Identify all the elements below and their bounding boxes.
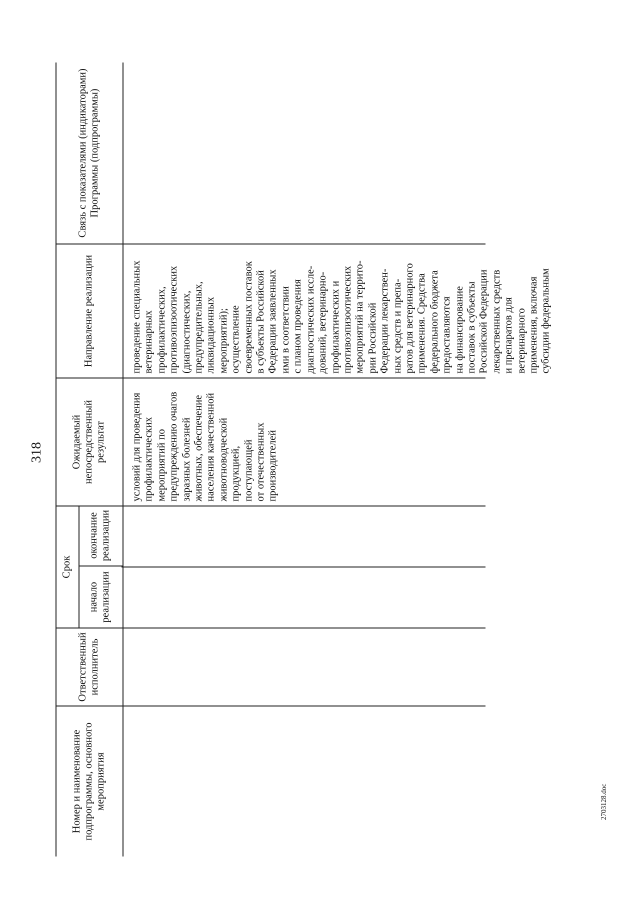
column-divider [122, 628, 486, 629]
text-line: Федерации лекарствен- [379, 268, 391, 374]
text-line: субсидии федеральным [540, 268, 552, 374]
text-line: осуществление [230, 305, 242, 374]
text-line: лекарственных средств [491, 269, 503, 374]
expected-result-text [132, 380, 281, 502]
column-divider [122, 378, 486, 379]
text-line: противоэпизоотических [168, 265, 180, 374]
text-line: мероприятий); [218, 308, 230, 374]
header-srok: Срок [57, 507, 80, 628]
page-number: 318 [29, 442, 45, 463]
text-line: в субъекты Российской [255, 270, 267, 374]
text-line: профилактических [143, 417, 155, 502]
column-divider [122, 567, 486, 568]
text-line: поступающей [243, 439, 255, 502]
text-line: противоэпизоотических [342, 265, 354, 374]
text-line: профилактических, [156, 286, 168, 374]
header-direction: Направление реализации [57, 245, 123, 379]
text-line: продукцией, [230, 445, 242, 502]
text-line: применения. Средства [416, 273, 428, 374]
header-start: начало реализации [88, 571, 112, 623]
text-line: и препаратов для [503, 297, 515, 374]
text-line: мероприятий на террито- [354, 260, 366, 374]
text-line: от отечественных [255, 422, 267, 502]
text-line: условий для проведения [131, 392, 143, 502]
text-line: поставок в субъекты [466, 281, 478, 374]
text-line: своевременных поставок [243, 261, 255, 374]
column-divider [122, 706, 486, 707]
rotated-table-page [28, 33, 613, 873]
text-line: на финансирование [454, 286, 466, 374]
text-line: применения, включая [528, 276, 540, 374]
text-line: животных, обеспечение [193, 394, 205, 502]
header-responsible: Ответственный исполнитель [57, 629, 123, 707]
header-expected-result: Ожидаемый непосредственный результат [57, 379, 123, 507]
column-divider [122, 506, 486, 507]
text-line: дований, ветеринарно- [317, 271, 329, 374]
text-line: ликвидационных [205, 296, 217, 374]
text-line: ратов для ветеринарного [404, 263, 416, 374]
text-line: с планом проведения [292, 279, 304, 374]
text-line: производителей [267, 430, 279, 502]
text-line: Российской Федерации [478, 269, 490, 374]
text-line: предоставляются [441, 296, 453, 374]
text-line: мероприятий по [156, 429, 168, 502]
header-indicator-link: Связь с показателями (индикаторами) Программы (подпрограммы) [57, 63, 123, 245]
footer-doc-id: 2703128.doc [600, 783, 608, 820]
text-line: ими в соответствии [280, 286, 292, 374]
table-header [56, 63, 124, 857]
text-line: профилактических и [330, 280, 341, 374]
text-line: (диагностических, [181, 290, 193, 374]
text-line: Федерации заявленных [267, 269, 279, 374]
text-line: предупредительных, [193, 281, 205, 374]
text-line: заразных болезней [181, 417, 193, 502]
direction-text [132, 246, 554, 374]
text-line: рии Российской [367, 302, 379, 374]
text-line: ных средств и препа- [392, 278, 404, 374]
text-line: предупреждению очагов [168, 391, 180, 502]
text-line: ветеринарного [516, 308, 528, 374]
header-program-name: Номер и наименование подпрограммы, основного мероприятия [71, 722, 107, 841]
text-line: проведение специальных [131, 260, 143, 374]
column-divider [122, 244, 486, 245]
text-line: федерального бюджета [429, 270, 441, 374]
text-line: ветеринарных [143, 310, 155, 374]
header-end: окончание реализации [79, 506, 123, 567]
text-line: животноводческой [218, 417, 230, 502]
text-line: диагностических иссле- [305, 265, 317, 374]
header-srok-group [57, 507, 123, 629]
text-line: населения качественной [205, 392, 217, 502]
